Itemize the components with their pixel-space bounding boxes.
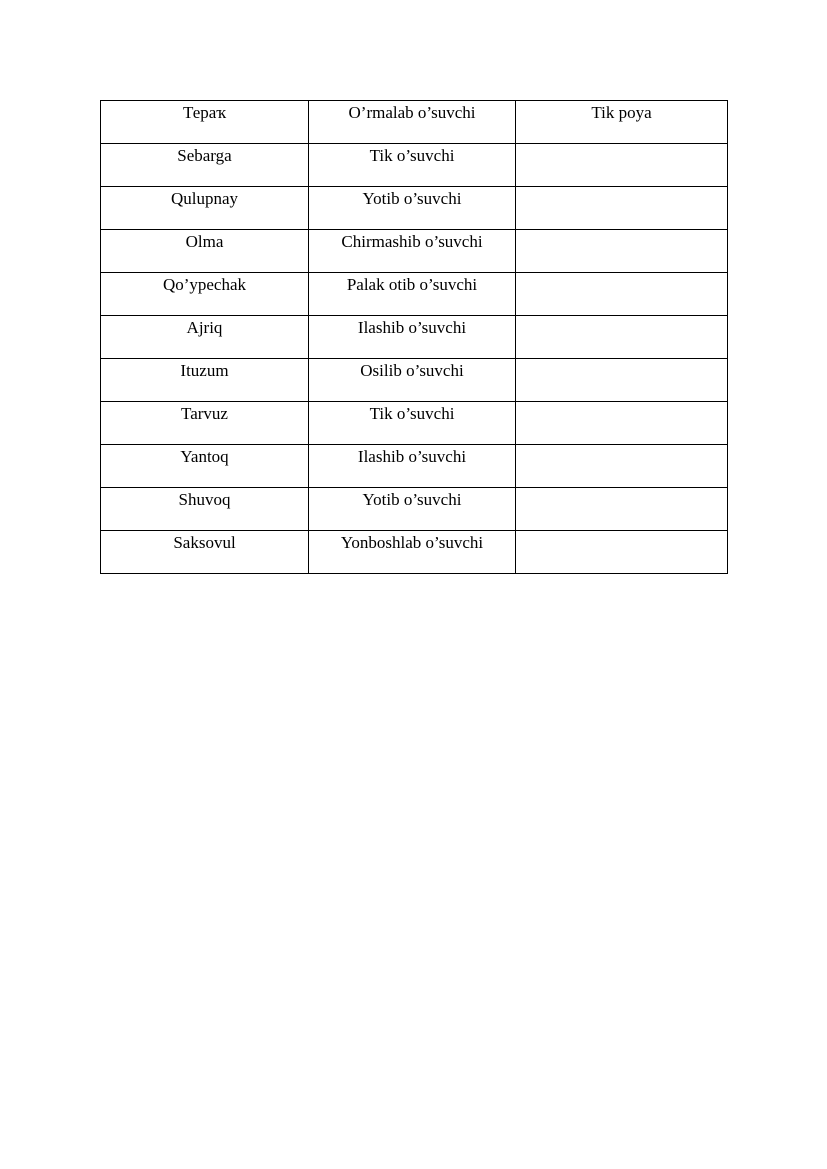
cell-text: Tik o’suvchi — [369, 404, 455, 423]
cell-text: Tarvuz — [181, 404, 228, 423]
cell-text: Palak otib o’suvchi — [346, 275, 478, 294]
growth-type-cell — [309, 144, 516, 187]
table-row — [101, 273, 728, 316]
plant-name-cell — [101, 230, 309, 273]
cell-text: Ilashib o’suvchi — [357, 318, 467, 337]
cell-text: Ajriq — [186, 318, 223, 337]
cell-text — [516, 445, 727, 447]
table-row — [101, 402, 728, 445]
cell-text: Chirmashib o’suvchi — [341, 232, 483, 251]
cell-text — [516, 187, 727, 189]
cell-text: Yotib o’suvchi — [362, 189, 462, 208]
cell-text — [516, 273, 727, 275]
plant-name-cell — [101, 316, 309, 359]
growth-type-cell — [309, 316, 516, 359]
table-header-row — [101, 101, 728, 144]
plant-name-cell — [101, 531, 309, 574]
answer-cell — [516, 273, 728, 316]
plant-name-cell — [101, 187, 309, 230]
cell-text: Saksovul — [173, 533, 236, 552]
answer-cell — [516, 488, 728, 531]
growth-type-cell — [309, 359, 516, 402]
header-cell-text: Tik poya — [591, 103, 652, 122]
growth-type-cell — [309, 531, 516, 574]
cell-text: Ilashib o’suvchi — [357, 447, 467, 466]
table-row — [101, 445, 728, 488]
cell-text — [516, 316, 727, 318]
cell-text: Yonboshlab o’suvchi — [340, 533, 484, 552]
table-row — [101, 230, 728, 273]
cell-text — [516, 144, 727, 146]
cell-text — [516, 488, 727, 490]
answer-cell — [516, 187, 728, 230]
growth-type-cell — [309, 488, 516, 531]
growth-type-cell — [309, 273, 516, 316]
cell-text: Qulupnay — [170, 189, 239, 208]
table-row — [101, 316, 728, 359]
cell-text — [516, 230, 727, 232]
answer-cell — [516, 402, 728, 445]
plant-name-cell — [101, 273, 309, 316]
cell-text: Ituzum — [180, 361, 229, 380]
plant-name-cell — [101, 144, 309, 187]
cell-text — [516, 531, 727, 533]
cell-text: Tik o’suvchi — [369, 146, 455, 165]
cell-text — [516, 402, 727, 404]
answer-cell — [516, 316, 728, 359]
cell-text: Yantoq — [180, 447, 229, 466]
plant-name-cell — [101, 445, 309, 488]
cell-text: Sebarga — [177, 146, 232, 165]
table-header-cell — [309, 101, 516, 144]
cell-text: Olma — [185, 232, 224, 251]
growth-type-cell — [309, 402, 516, 445]
cell-text — [516, 359, 727, 361]
header-cell-text: O’rmalab o’suvchi — [348, 103, 476, 122]
table-header-cell — [516, 101, 728, 144]
plant-name-cell — [101, 402, 309, 445]
table-row — [101, 531, 728, 574]
growth-type-cell — [309, 230, 516, 273]
table-header-cell — [101, 101, 309, 144]
cell-text: Yotib o’suvchi — [362, 490, 462, 509]
answer-cell — [516, 445, 728, 488]
answer-cell — [516, 359, 728, 402]
plant-name-cell — [101, 359, 309, 402]
table-row — [101, 144, 728, 187]
table-row — [101, 359, 728, 402]
answer-cell — [516, 230, 728, 273]
answer-cell — [516, 531, 728, 574]
table-row — [101, 488, 728, 531]
table-row — [101, 187, 728, 230]
cell-text: Shuvoq — [178, 490, 231, 509]
plant-name-cell — [101, 488, 309, 531]
plant-growth-table — [100, 100, 728, 574]
answer-cell — [516, 144, 728, 187]
growth-type-cell — [309, 187, 516, 230]
cell-text: Qo’ypechak — [162, 275, 247, 294]
growth-type-cell — [309, 445, 516, 488]
cell-text: Osilib o’suvchi — [360, 361, 464, 380]
header-cell-text: Тераҡ — [182, 103, 227, 122]
